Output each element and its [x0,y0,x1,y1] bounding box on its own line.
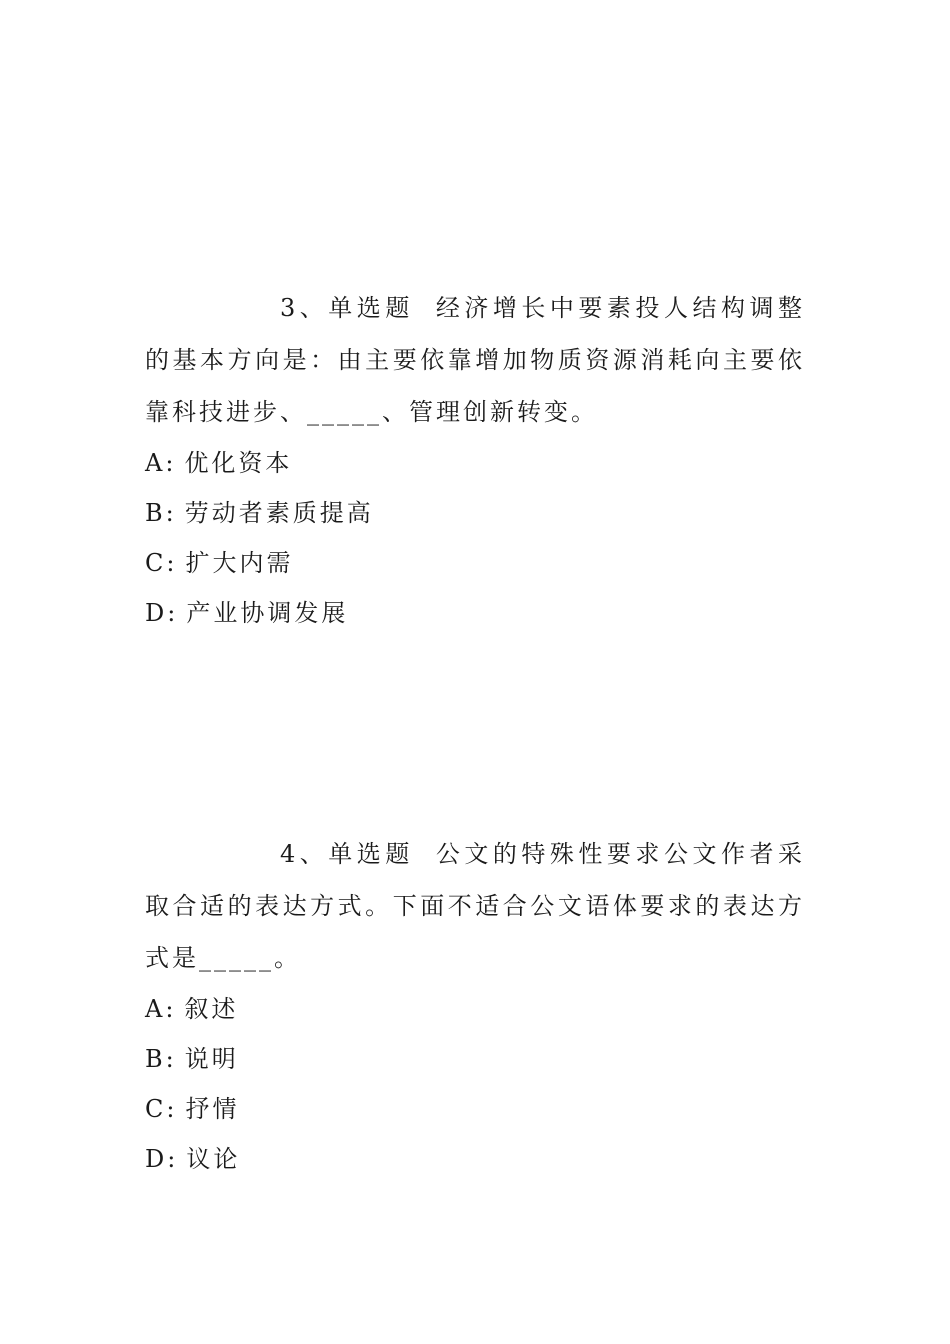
option-c[interactable] [145,538,805,588]
option-text: 说明 [184,1045,239,1073]
option-text: 叙述 [184,995,239,1023]
option-letter: B [145,1045,166,1073]
option-separator: : [167,599,179,627]
option-text: 议论 [186,1145,241,1173]
option-separator: : [167,1145,179,1173]
option-letter: A [145,995,166,1023]
question-3 [145,282,805,638]
option-text: 产业协调发展 [186,599,349,627]
option-c[interactable] [145,1084,805,1134]
question-stem [145,828,805,984]
question-number: 4、 [280,840,329,868]
question-text: 公文的特殊性要求公文作者采取合适的表达方式。下面不适合公文语体要求的表达方式是_____。 [145,840,805,972]
option-separator: : [165,995,177,1023]
option-separator: : [166,1095,178,1123]
question-text: 经济增长中要素投人结构调整的基本方向是：由主要依靠增加物质资源消耗向主要依靠科技进步、_____、管理创新转变。 [145,294,805,426]
option-d[interactable] [145,588,805,638]
option-letter: D [145,1145,168,1173]
option-letter: B [145,499,166,527]
option-letter: D [145,599,168,627]
option-b[interactable] [145,488,805,538]
option-letter: C [145,1095,167,1123]
option-text: 扩大内需 [185,549,294,577]
option-a[interactable] [145,438,805,488]
question-type: 单选题 [328,294,414,322]
option-separator: : [166,549,178,577]
question-stem [145,282,805,438]
option-list [145,984,805,1184]
option-letter: A [145,449,166,477]
question-type: 单选题 [328,840,414,868]
option-text: 劳动者素质提高 [184,499,374,527]
option-d[interactable] [145,1134,805,1184]
question-number: 3、 [280,294,329,322]
question-4 [145,828,805,1184]
option-a[interactable] [145,984,805,1034]
option-separator: : [165,1045,177,1073]
option-letter: C [145,549,167,577]
option-separator: : [165,449,177,477]
option-list [145,438,805,638]
option-separator: : [165,499,177,527]
option-b[interactable] [145,1034,805,1084]
option-text: 抒情 [185,1095,240,1123]
option-text: 优化资本 [184,449,293,477]
